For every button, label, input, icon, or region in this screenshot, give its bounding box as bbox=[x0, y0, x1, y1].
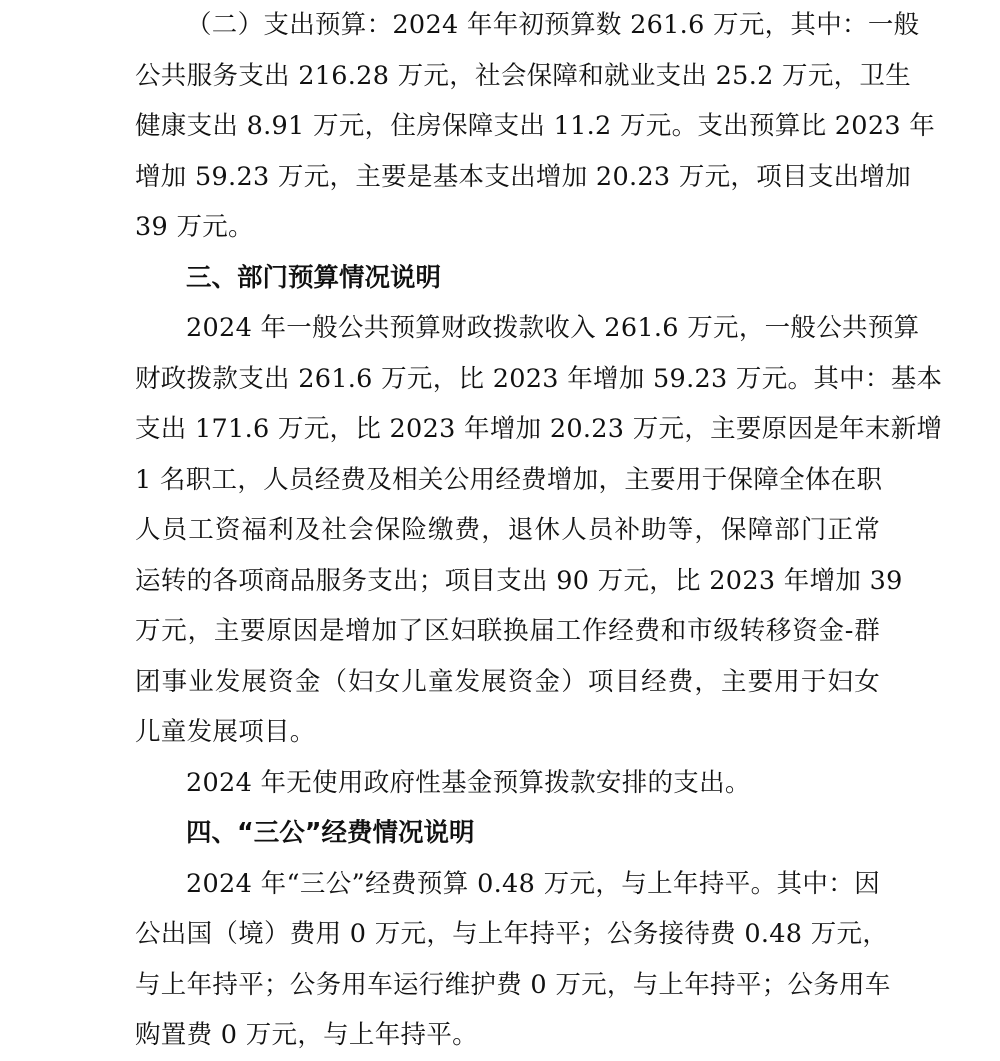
text-line: 1 名职工，人员经费及相关公用经费增加，主要用于保障全体在职 bbox=[135, 464, 883, 495]
paragraph-expenditure-budget bbox=[135, 0, 936, 253]
text-line: 2024 年无使用政府性基金预算拨款安排的支出。 bbox=[186, 767, 751, 798]
text-line: （二）支出预算：2024 年年初预算数 261.6 万元，其中：一般 bbox=[186, 10, 920, 40]
section-four-heading: 四、“三公”经费情况说明 bbox=[186, 818, 475, 848]
text-line: 2024 年“三公”经费预算 0.48 万元，与上年持平。其中：因 bbox=[186, 868, 880, 899]
document-page bbox=[135, 0, 943, 1061]
text-line: 与上年持平；公务用车运行维护费 0 万元，与上年持平；公务用车 bbox=[135, 969, 891, 1000]
text-line: 增加 59.23 万元，主要是基本支出增加 20.23 万元，项目支出增加 bbox=[135, 161, 912, 192]
section-three-heading: 三、部门预算情况说明 bbox=[186, 262, 442, 293]
text-line: 健康支出 8.91 万元，住房保障支出 11.2 万元。支出预算比 2023 年 bbox=[135, 111, 936, 141]
text-line: 购置费 0 万元，与上年持平。 bbox=[135, 1020, 478, 1050]
text-line: 公出国（境）费用 0 万元，与上年持平；公务接待费 0.48 万元， bbox=[135, 919, 889, 949]
paragraph-three-public-expenses bbox=[135, 859, 891, 1061]
text-line: 团事业发展资金（妇女儿童发展资金）项目经费，主要用于妇女 bbox=[135, 666, 880, 697]
text-line: 公共服务支出 216.28 万元，社会保障和就业支出 25.2 万元，卫生 bbox=[135, 60, 912, 91]
text-line: 人员工资福利及社会保险缴费，退休人员补助等，保障部门正常 bbox=[135, 515, 880, 545]
text-line: 39 万元。 bbox=[135, 212, 254, 242]
paragraph-government-fund bbox=[135, 758, 880, 809]
text-line: 运转的各项商品服务支出；项目支出 90 万元，比 2023 年增加 39 bbox=[135, 565, 903, 596]
text-line: 财政拨款支出 261.6 万元，比 2023 年增加 59.23 万元。其中：基本 bbox=[135, 363, 943, 394]
text-line: 支出 171.6 万元，比 2023 年增加 20.23 万元，主要原因是年末新增 bbox=[135, 414, 943, 444]
text-line: 2024 年一般公共预算财政拨款收入 261.6 万元，一般公共预算 bbox=[186, 313, 920, 343]
paragraph-general-budget bbox=[135, 303, 943, 758]
text-line: 万元，主要原因是增加了区妇联换届工作经费和市级转移资金-群 bbox=[135, 616, 880, 646]
text-line: 儿童发展项目。 bbox=[135, 717, 316, 747]
